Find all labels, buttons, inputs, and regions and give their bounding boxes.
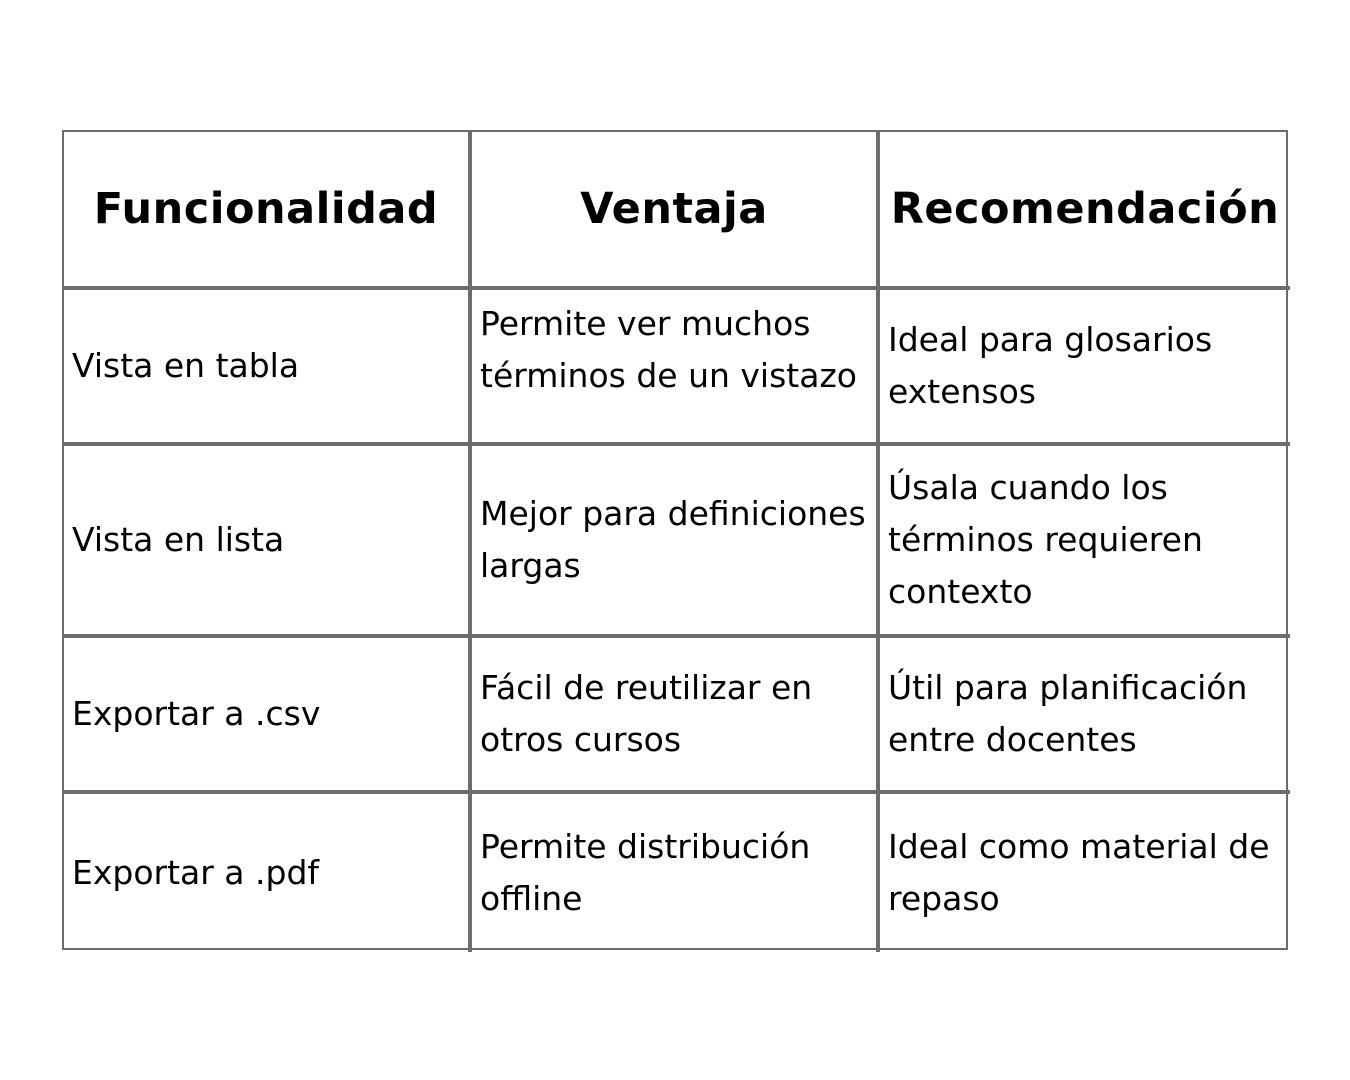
table-cell <box>64 446 472 638</box>
table-cell <box>880 638 1290 794</box>
header-label: Funcionalidad <box>93 184 439 234</box>
cell-text: Permite distribución offline <box>480 827 811 918</box>
table-cell <box>880 290 1290 446</box>
header-label: Recomendación <box>890 184 1280 234</box>
cell-text: Exportar a .csv <box>72 694 321 733</box>
header-label: Ventaja <box>580 184 768 234</box>
table-cell <box>64 638 472 794</box>
cell-text: Exportar a .pdf <box>72 853 320 892</box>
header-cell-funcionalidad <box>64 132 472 290</box>
cell-text: Ideal para glosarios extensos <box>888 320 1213 411</box>
table-cell <box>64 794 472 952</box>
cell-text: Mejor para definiciones largas <box>480 494 866 585</box>
table-cell <box>64 290 472 446</box>
cell-text: Vista en lista <box>72 520 285 559</box>
cell-text: Fácil de reutilizar en otros cursos <box>480 668 813 759</box>
table-cell <box>472 446 880 638</box>
cell-text: Úsala cuando los términos requieren contexto <box>888 468 1203 611</box>
cell-text: Permite ver muchos términos de un vistazo <box>480 304 857 395</box>
cell-text: Útil para planificación entre docentes <box>888 668 1248 759</box>
header-cell-ventaja <box>472 132 880 290</box>
table-cell <box>472 794 880 952</box>
table-cell <box>880 446 1290 638</box>
table-cell <box>472 638 880 794</box>
table-cell <box>880 794 1290 952</box>
cell-text: Vista en tabla <box>72 346 300 385</box>
table-cell <box>472 290 880 446</box>
comparison-table <box>62 130 1288 950</box>
cell-text: Ideal como material de repaso <box>888 827 1270 918</box>
header-cell-recomendacion <box>880 132 1290 290</box>
